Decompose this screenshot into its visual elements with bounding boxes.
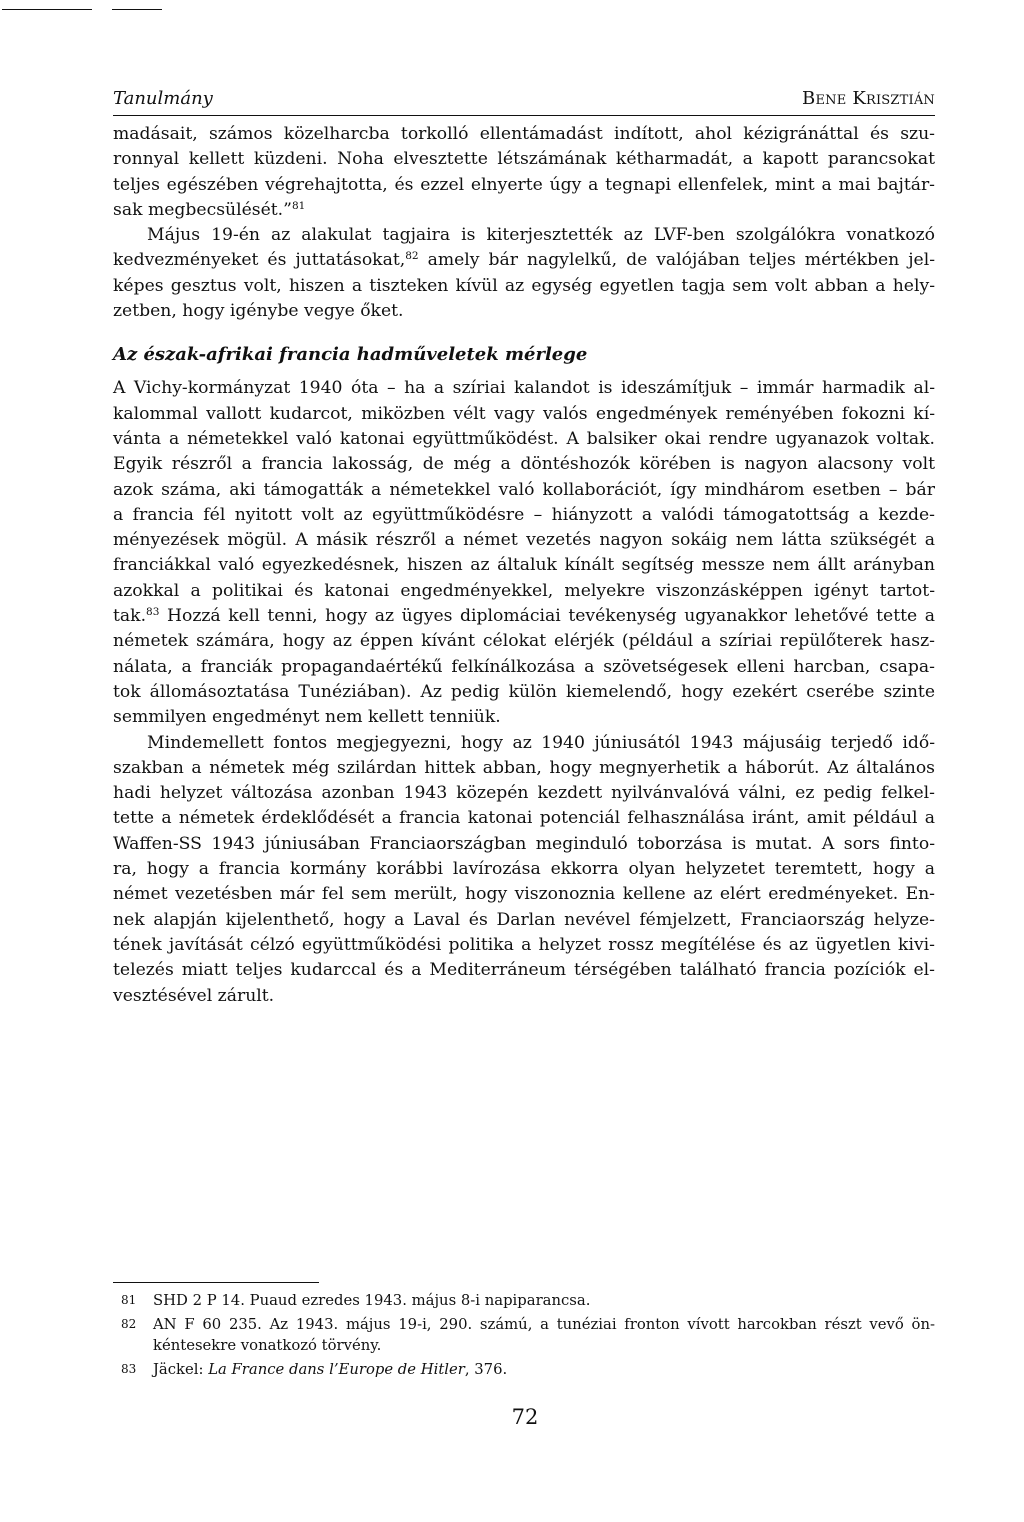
text-line: vánta a németekkel való katonai együttműködést. A balsiker okai rendre ugyanazok voltak. — [113, 428, 935, 449]
text-line: madásait, számos közelharcba torkolló ellentámadást indított, ahol kézigránáttal és szu- — [113, 124, 935, 144]
paragraph — [113, 223, 935, 324]
footnote-number: 82 — [121, 1317, 137, 1331]
running-head — [113, 88, 935, 116]
journal-section-label: Tanulmány — [113, 88, 213, 109]
footnote-number: 81 — [121, 1293, 137, 1307]
footnote-ref[interactable]: 83 — [146, 606, 160, 619]
paragraph — [113, 731, 935, 1009]
text-line: zetben, hogy igénybe vegye őket. — [113, 301, 404, 322]
footnote — [113, 1314, 935, 1356]
footnote-ref[interactable]: 82 — [405, 250, 419, 263]
footnotes — [113, 1290, 935, 1383]
text-line: Waffen-SS 1943 júniusában Franciaországban meginduló toborzása is mutat. A sors finto- — [113, 833, 935, 854]
text-line: nek alapján kijelenthető, hogy a Laval és Darlan nevével fémjelzett, Franciaország helyze- — [113, 909, 935, 930]
footnote-text: kéntesekre vonatkozó törvény. — [153, 1337, 382, 1354]
footnote-ref[interactable]: 81 — [291, 199, 306, 212]
text-line — [113, 198, 935, 223]
text-line: Mindemellett fontos megjegyezni, hogy az 1940 júniusától 1943 májusáig terjedő idő- — [147, 732, 935, 753]
text-span: Hozzá kell tenni, hogy az ügyes diplomáciai tevékenység ugyanakkor lehetővé tette a — [159, 606, 935, 627]
page-number: 72 — [511, 1405, 539, 1429]
text-line: azok száma, aki támogatták a németekkel való kollaborációt, így mindhárom esetben – bár — [113, 479, 935, 500]
text-line: tok állomásoztatása Tunéziában). Az pedig külön kiemelendő, hogy ezekért cserébe szinte — [113, 681, 935, 702]
footnote-text: , 376. — [464, 1361, 508, 1378]
text-line: hadi helyzet változása azonban 1943 közepén kezdett nyilvánvalóvá válni, ez pedig felkel- — [113, 783, 935, 804]
text-line: azokkal a politikai és katonai engedményekkel, melyekre viszonzásképpen igényt tartot- — [113, 580, 935, 601]
paragraph — [113, 376, 935, 730]
text-line: vesztésével zárult. — [113, 985, 275, 1006]
text-span: tak. — [113, 606, 147, 627]
footnote-text: Jäckel: — [153, 1361, 209, 1378]
text-line: ronnyal kellett küzdeni. Noha elvesztette létszámának kétharmadát, a kapott parancsokat — [113, 149, 935, 170]
footnote-number: 83 — [121, 1362, 137, 1376]
footnote-text: SHD 2 P 14. Puaud ezredes 1943. május 8-i napiparancsa. — [153, 1292, 591, 1309]
text-line: képes gesztus volt, hiszen a tiszteken kívül az egység egyetlen tagja sem volt abban a hely- — [113, 275, 935, 296]
footnote — [113, 1359, 935, 1380]
text-line: szakban a németek még szilárdan hittek abban, hogy megnyerhetik a háborút. Az általános — [113, 757, 935, 778]
scan-mark-line — [2, 9, 92, 10]
article-text — [113, 122, 935, 1009]
paragraph — [113, 122, 935, 223]
text-line: franciákkal való egyezkedésnek, hiszen az általuk kínált segítség messze nem állt arányban — [113, 555, 935, 576]
text-line: telezés miatt teljes kudarccal és a Mediterráneum térségében található francia pozíciók el- — [113, 960, 935, 981]
text-span: amely bár nagylelkű, de valójában teljes mértékben jel- — [418, 250, 936, 271]
text-line: semmilyen engedményt nem kellett tenniük. — [113, 707, 501, 728]
text-line: A Vichy-kormányzat 1940 óta – ha a szíriai kalandot is ideszámítjuk – immár harmadik al- — [113, 378, 935, 399]
section-heading: Az észak-afrikai francia hadműveletek mérlege — [113, 344, 588, 366]
footnote-text: AN F 60 235. Az 1943. május 19-i, 290. számú, a tunéziai fronton vívott harcokban részt vevő ön- — [153, 1316, 935, 1333]
text-line: tének javítását célzó együttműködési politika a helyzet rossz megítélése és az ügyetlen kivi- — [113, 934, 935, 955]
scan-mark-line — [112, 9, 162, 10]
text-line: németek számára, hogy az éppen kívánt célokat elérjék (például a szíriai repülőterek hasz- — [113, 631, 935, 652]
footnote-separator — [113, 1282, 319, 1283]
text-line: teljes egészében végrehajtotta, és ezzel elnyerte úgy a tegnapi ellenfelek, mint a mai bajtár- — [113, 174, 935, 195]
text-line — [113, 248, 935, 273]
text-line: Május 19-én az alakulat tagjaira is kiterjesztették az LVF-ben szolgálókra vonatkozó — [147, 225, 935, 246]
text-line: ményezések mögül. A másik részről a német vezetés nagyon sokáig nem látta szükségét a — [113, 530, 935, 551]
cited-title: La France dans l’Europe de Hitler — [208, 1361, 465, 1378]
text-line — [113, 604, 935, 629]
page-body — [113, 88, 935, 1009]
footnote — [113, 1290, 935, 1311]
text-line: német vezetésben már fel sem merült, hogy viszonoznia kellene az elért eredményeket. En- — [113, 884, 935, 905]
text-line: a francia fél nyitott volt az együttműködésre – hiányzott a valódi támogatottság a kezde- — [113, 504, 935, 525]
text-line: kalommal vallott kudarcot, miközben vélt vagy valós engedmények reményében fokozni kí- — [113, 403, 935, 424]
author-name: Bene Krisztián — [802, 88, 935, 109]
text-line: Egyik részről a francia lakosság, de még a döntéshozók körében is nagyon alacsony volt — [113, 454, 935, 475]
text-line: tette a németek érdeklődését a francia katonai potenciál felhasználása iránt, amit például a — [113, 808, 935, 829]
text-line: nálata, a franciák propagandaértékű felkínálkozása a szövetségesek elleni harcban, csapa- — [113, 656, 935, 677]
text-span: kedvezményeket és juttatásokat, — [113, 250, 406, 271]
text-line: ra, hogy a francia kormány korábbi lavírozása ekkorra olyan helyzetet teremtett, hogy a — [113, 859, 935, 880]
text-span: sak megbecsülését.” — [113, 199, 292, 220]
